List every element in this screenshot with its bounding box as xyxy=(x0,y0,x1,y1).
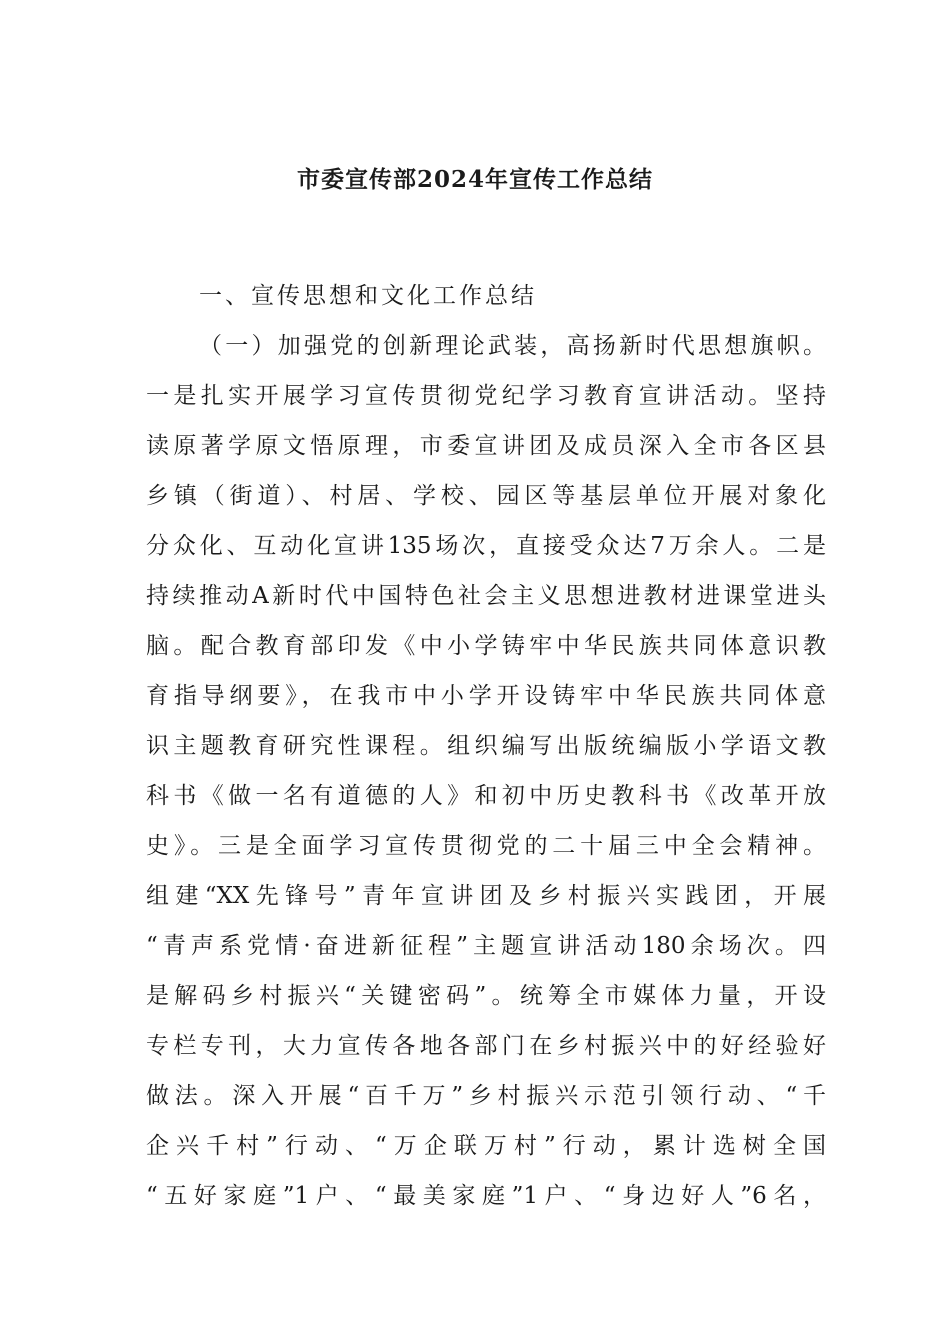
paragraph-line: 史》。三是全面学习宣传贯彻党的二十届三中全会精神。 xyxy=(146,833,826,859)
paragraph-line: 专栏专刊，大力宣传各地各部门在乡村振兴中的好经验好 xyxy=(146,1033,826,1059)
paragraph-line: 乡镇（街道）、村居、学校、园区等基层单位开展对象化 xyxy=(146,483,826,509)
paragraph-line: 做法。深入开展“百千万”乡村振兴示范引领行动、“千 xyxy=(146,1083,826,1109)
paragraph-line: 科书《做一名有道德的人》和初中历史教科书《改革开放 xyxy=(146,783,826,809)
paragraph-line: 持续推动A新时代中国特色社会主义思想进教材进课堂进头 xyxy=(146,583,826,609)
paragraph-line: 组建“XX先锋号”青年宣讲团及乡村振兴实践团，开展 xyxy=(146,883,826,909)
paragraph-line: 企兴千村”行动、“万企联万村”行动，累计选树全国 xyxy=(146,1133,826,1159)
paragraph-line: 脑。配合教育部印发《中小学铸牢中华民族共同体意识教 xyxy=(146,633,826,659)
paragraph-line: 分众化、互动化宣讲135场次，直接受众达7万余人。二是 xyxy=(146,533,826,559)
paragraph-body xyxy=(146,326,826,1226)
paragraph-line: 识主题教育研究性课程。组织编写出版统编版小学语文教 xyxy=(146,733,826,759)
paragraph-line: 育指导纲要》，在我市中小学开设铸牢中华民族共同体意 xyxy=(146,683,826,709)
paragraph-line: 一是扎实开展学习宣传贯彻党纪学习教育宣讲活动。坚持 xyxy=(146,383,826,409)
paragraph-line: “青声系党情·奋进新征程”主题宣讲活动180余场次。四 xyxy=(146,933,826,959)
section-heading: 一、宣传思想和文化工作总结 xyxy=(199,283,537,309)
paragraph-line: 读原著学原文悟原理，市委宣讲团及成员深入全市各区县 xyxy=(146,433,826,459)
paragraph-line: “五好家庭”1户、“最美家庭”1户、“身边好人”6名， xyxy=(146,1183,826,1209)
paragraph-line: （一）加强党的创新理论武装，高扬新时代思想旗帜。 xyxy=(199,333,826,359)
document-title: 市委宣传部2024年宣传工作总结 xyxy=(296,166,653,193)
paragraph-line: 是解码乡村振兴“关键密码”。统筹全市媒体力量，开设 xyxy=(146,983,826,1009)
